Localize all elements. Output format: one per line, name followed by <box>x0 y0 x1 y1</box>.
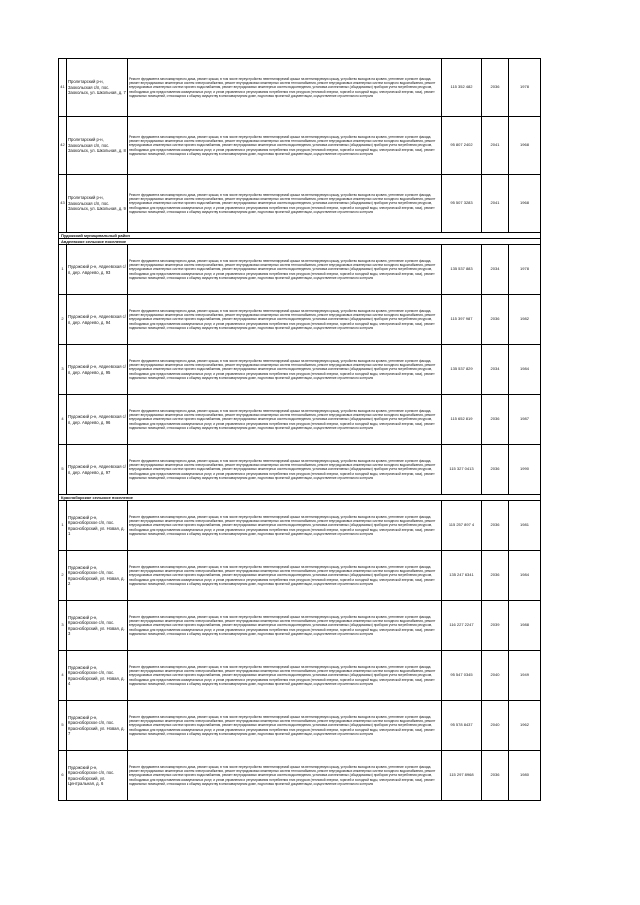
address-cell: Пудожский р-н, Авдеевская с/п, дер. Авдеево, д. 95 <box>67 345 128 395</box>
table-row <box>59 345 541 395</box>
built-year-cell: 1988 <box>509 601 541 651</box>
table-row <box>59 701 541 751</box>
address-cell: Пудожский р-н, Красноборское с/п, пос. Красноборский, ул. Новая, д. 7 <box>67 701 128 751</box>
table-row <box>59 445 541 495</box>
table-row <box>59 295 541 345</box>
works-cell: Ремонт фундамента многоквартирного дома, ремонт крыши, в том числе переустройство невентилируемой крыши на вентилируемую крышу, устройство выходов на кровлю, утепление и ремонт фасада, ремонт внутридомовых инженерных систем электроснабжения, ремонт внутридомовых инженерных систем теплоснабжения, ремонт внутридомовых инженерных систем холодного водоснабжения, ремонт внутридомовых инженерных систем горячего водоснабжения, ремонт внутридомовых инженерных систем водоотведения, установка коллективных (общедомовых) приборов учета потребления ресурсов, необходимых для предоставления коммунальных услуг, и узлов управления и регулирования потребления этих ресурсов (тепловой энергии, горячей и холодной воды, электрической энергии, газа), ремонт подвальных помещений, относящихся к общему имуществу в многоквартирном доме, подготовка проектной документации, осуществление строительного контроля <box>128 445 442 495</box>
cost-cell: 135 537 829 <box>442 345 482 395</box>
cost-cell: 135 537 883 <box>442 245 482 295</box>
works-cell: Ремонт фундамента многоквартирного дома, ремонт крыши, в том числе переустройство невентилируемой крыши на вентилируемую крышу, устройство выходов на кровлю, утепление и ремонт фасада, ремонт внутридомовых инженерных систем электроснабжения, ремонт внутридомовых инженерных систем теплоснабжения, ремонт внутридомовых инженерных систем холодного водоснабжения, ремонт внутридомовых инженерных систем горячего водоснабжения, ремонт внутридомовых инженерных систем водоотведения, установка коллективных (общедомовых) приборов учета потребления ресурсов, необходимых для предоставления коммунальных услуг, и узлов управления и регулирования потребления этих ресурсов (тепловой энергии, горячей и холодной воды, электрической энергии, газа), ремонт подвальных помещений, относящихся к общему имуществу в многоквартирном доме, подготовка проектной документации, осуществление строительного контроля <box>128 395 442 445</box>
address-cell: Пудожский р-н, Красноборское с/п, пос. Красноборский, ул. Новая, д. 2 <box>67 551 128 601</box>
works-cell: Ремонт фундамента многоквартирного дома, ремонт крыши, в том числе переустройство невентилируемой крыши на вентилируемую крышу, устройство выходов на кровлю, утепление и ремонт фасада, ремонт внутридомовых инженерных систем электроснабжения, ремонт внутридомовых инженерных систем теплоснабжения, ремонт внутридомовых инженерных систем холодного водоснабжения, ремонт внутридомовых инженерных систем горячего водоснабжения, ремонт внутридомовых инженерных систем водоотведения, установка коллективных (общедомовых) приборов учета потребления ресурсов, необходимых для предоставления коммунальных услуг, и узлов управления и регулирования потребления этих ресурсов (тепловой энергии, горячей и холодной воды, электрической энергии, газа), ремонт подвальных помещений, относящихся к общему имуществу в многоквартирном доме, подготовка проектной документации, осуществление строительного контроля <box>128 245 442 295</box>
table-row <box>59 501 541 551</box>
table-row <box>59 751 541 801</box>
works-cell: Ремонт фундамента многоквартирного дома, ремонт крыши, в том числе переустройство невентилируемой крыши на вентилируемую крышу, устройство выходов на кровлю, утепление и ремонт фасада, ремонт внутридомовых инженерных систем электроснабжения, ремонт внутридомовых инженерных систем теплоснабжения, ремонт внутридомовых инженерных систем холодного водоснабжения, ремонт внутридомовых инженерных систем горячего водоснабжения, ремонт внутридомовых инженерных систем водоотведения, установка коллективных (общедомовых) приборов учета потребления ресурсов, необходимых для предоставления коммунальных услуг, и узлов управления и регулирования потребления этих ресурсов (тепловой энергии, горячей и холодной воды, электрической энергии, газа), ремонт подвальных помещений, относящихся к общему имуществу в многоквартирном доме, подготовка проектной документации, осуществление строительного контроля <box>128 345 442 395</box>
address-cell: Пролетарский р-н, Заокольская с/п, пос. Заокольск, ул. Школьная, д. 9 <box>67 175 128 233</box>
built-year-cell: 1980 <box>509 751 541 801</box>
row-number: 2 <box>59 551 67 601</box>
built-year-cell: 1990 <box>509 445 541 495</box>
planned-year-cell: 2034 <box>482 345 509 395</box>
works-cell: Ремонт фундамента многоквартирного дома, ремонт крыши, в том числе переустройство невентилируемой крыши на вентилируемую крышу, устройство выходов на кровлю, утепление и ремонт фасада, ремонт внутридомовых инженерных систем электроснабжения, ремонт внутридомовых инженерных систем теплоснабжения, ремонт внутридомовых инженерных систем холодного водоснабжения, ремонт внутридомовых инженерных систем горячего водоснабжения, ремонт внутридомовых инженерных систем водоотведения, установка коллективных (общедомовых) приборов учета потребления ресурсов, необходимых для предоставления коммунальных услуг, и узлов управления и регулирования потребления этих ресурсов (тепловой энергии, горячей и холодной воды, электрической энергии, газа), ремонт подвальных помещений, относящихся к общему имуществу в многоквартирном доме, подготовка проектной документации, осуществление строительного контроля <box>128 295 442 345</box>
cost-cell: 115 297 8968 <box>442 751 482 801</box>
address-cell: Пролетарский р-н, Заокольская с/п, пос. Заокольск, ул. Школьная, д. 7 <box>67 59 128 117</box>
built-year-cell: 1962 <box>509 701 541 751</box>
address-cell: Пудожский р-н, Красноборское с/п, пос. Красноборский, ул. Центральная, д. 6 <box>67 751 128 801</box>
address-cell: Пудожский р-н, Красноборское с/п, пос. Красноборский, ул. Новая, д. 3 <box>67 601 128 651</box>
built-year-cell: 1968 <box>509 175 541 233</box>
row-number: 3 <box>59 345 67 395</box>
cost-cell: 95 578 8437 <box>442 701 482 751</box>
built-year-cell: 1984 <box>509 345 541 395</box>
table-row <box>59 551 541 601</box>
row-number: 4 <box>59 651 67 701</box>
table-row <box>59 601 541 651</box>
address-cell: Пудожский р-н, Авдеевская с/п, дер. Авдеево, д. 96 <box>67 395 128 445</box>
row-number: 2 <box>59 295 67 345</box>
built-year-cell: 1949 <box>509 651 541 701</box>
built-year-cell: 1984 <box>509 551 541 601</box>
table-row <box>59 117 541 175</box>
planned-year-cell: 2040 <box>482 701 509 751</box>
planned-year-cell: 2036 <box>482 295 509 345</box>
row-number: 3 <box>59 601 67 651</box>
planned-year-cell: 2036 <box>482 751 509 801</box>
row-number: 43 <box>59 175 67 233</box>
row-number: 4 <box>59 395 67 445</box>
address-cell: Пролетарский р-н, Заокольская с/п, пос. Заокольск, ул. Школьная, д. 8 <box>67 117 128 175</box>
cost-cell: 95 507 3283 <box>442 175 482 233</box>
built-year-cell: 1968 <box>509 117 541 175</box>
row-number: 1 <box>59 245 67 295</box>
cost-cell: 115 257 897 4 <box>442 501 482 551</box>
address-cell: Пудожский р-н, Красноборское с/п, пос. Красноборский, ул. Новая, д. 4 <box>67 651 128 701</box>
table-row <box>59 395 541 445</box>
table-row <box>59 175 541 233</box>
table-body <box>59 59 541 801</box>
built-year-cell: 1978 <box>509 245 541 295</box>
district-title: Пудожский муниципальный район <box>59 233 541 239</box>
address-cell: Пудожский р-н, Авдеевская с/п, дер. Авдеево, д. 93 <box>67 245 128 295</box>
cost-cell: 115 397 987 <box>442 295 482 345</box>
cost-cell: 95 807 2402 <box>442 117 482 175</box>
planned-year-cell: 2040 <box>482 651 509 701</box>
planned-year-cell: 2036 <box>482 501 509 551</box>
works-cell: Ремонт фундамента многоквартирного дома, ремонт крыши, в том числе переустройство невентилируемой крыши на вентилируемую крышу, устройство выходов на кровлю, утепление и ремонт фасада, ремонт внутридомовых инженерных систем электроснабжения, ремонт внутридомовых инженерных систем теплоснабжения, ремонт внутридомовых инженерных систем холодного водоснабжения, ремонт внутридомовых инженерных систем горячего водоснабжения, ремонт внутридомовых инженерных систем водоотведения, установка коллективных (общедомовых) приборов учета потребления ресурсов, необходимых для предоставления коммунальных услуг, и узлов управления и регулирования потребления этих ресурсов (тепловой энергии, горячей и холодной воды, электрической энергии, газа), ремонт подвальных помещений, относящихся к общему имуществу в многоквартирном доме, подготовка проектной документации, осуществление строительного контроля <box>128 501 442 551</box>
cost-cell: 95 547 0345 <box>442 651 482 701</box>
row-number: 5 <box>59 701 67 751</box>
capital-repair-table <box>58 58 541 801</box>
address-cell: Пудожский р-н, Авдеевская с/п, дер. Авдеево, д. 97 <box>67 445 128 495</box>
works-cell: Ремонт фундамента многоквартирного дома, ремонт крыши, в том числе переустройство невентилируемой крыши на вентилируемую крышу, устройство выходов на кровлю, утепление и ремонт фасада, ремонт внутридомовых инженерных систем электроснабжения, ремонт внутридомовых инженерных систем теплоснабжения, ремонт внутридомовых инженерных систем холодного водоснабжения, ремонт внутридомовых инженерных систем горячего водоснабжения, ремонт внутридомовых инженерных систем водоотведения, установка коллективных (общедомовых) приборов учета потребления ресурсов, необходимых для предоставления коммунальных услуг, и узлов управления и регулирования потребления этих ресурсов (тепловой энергии, горячей и холодной воды, электрической энергии, газа), ремонт подвальных помещений, относящихся к общему имуществу в многоквартирном доме, подготовка проектной документации, осуществление строительного контроля <box>128 601 442 651</box>
table-row <box>59 59 541 117</box>
planned-year-cell: 2041 <box>482 175 509 233</box>
built-year-cell: 1982 <box>509 295 541 345</box>
table-row <box>59 651 541 701</box>
works-cell: Ремонт фундамента многоквартирного дома, ремонт крыши, в том числе переустройство невентилируемой крыши на вентилируемую крышу, устройство выходов на кровлю, утепление и ремонт фасада, ремонт внутридомовых инженерных систем электроснабжения, ремонт внутридомовых инженерных систем теплоснабжения, ремонт внутридомовых инженерных систем холодного водоснабжения, ремонт внутридомовых инженерных систем горячего водоснабжения, ремонт внутридомовых инженерных систем водоотведения, установка коллективных (общедомовых) приборов учета потребления ресурсов, необходимых для предоставления коммунальных услуг, и узлов управления и регулирования потребления этих ресурсов (тепловой энергии, горячей и холодной воды, электрической энергии, газа), ремонт подвальных помещений, относящихся к общему имуществу в многоквартирном доме, подготовка проектной документации, осуществление строительного контроля <box>128 175 442 233</box>
cost-cell: 115 652 819 <box>442 395 482 445</box>
planned-year-cell: 2036 <box>482 395 509 445</box>
works-cell: Ремонт фундамента многоквартирного дома, ремонт крыши, в том числе переустройство невентилируемой крыши на вентилируемую крышу, устройство выходов на кровлю, утепление и ремонт фасада, ремонт внутридомовых инженерных систем электроснабжения, ремонт внутридомовых инженерных систем теплоснабжения, ремонт внутридомовых инженерных систем холодного водоснабжения, ремонт внутридомовых инженерных систем горячего водоснабжения, ремонт внутридомовых инженерных систем водоотведения, установка коллективных (общедомовых) приборов учета потребления ресурсов, необходимых для предоставления коммунальных услуг, и узлов управления и регулирования потребления этих ресурсов (тепловой энергии, горячей и холодной воды, электрической энергии, газа), ремонт подвальных помещений, относящихся к общему имуществу в многоквартирном доме, подготовка проектной документации, осуществление строительного контроля <box>128 751 442 801</box>
cost-cell: 115 327 0413 <box>442 445 482 495</box>
cost-cell: 135 247 6341 <box>442 551 482 601</box>
planned-year-cell: 2036 <box>482 445 509 495</box>
settlement-title-2: Красноборское сельское поселение <box>59 495 541 501</box>
planned-year-cell: 2036 <box>482 551 509 601</box>
row-number: 1 <box>59 501 67 551</box>
planned-year-cell: 2036 <box>482 59 509 117</box>
row-number: 41 <box>59 59 67 117</box>
row-number: 6 <box>59 751 67 801</box>
planned-year-cell: 2041 <box>482 117 509 175</box>
built-year-cell: 1978 <box>509 59 541 117</box>
cost-cell: 115 352 482 <box>442 59 482 117</box>
planned-year-cell: 2039 <box>482 601 509 651</box>
row-number: 5 <box>59 445 67 495</box>
settlement-title: Авдеевское сельское поселение <box>59 239 541 245</box>
works-cell: Ремонт фундамента многоквартирного дома, ремонт крыши, в том числе переустройство невентилируемой крыши на вентилируемую крышу, устройство выходов на кровлю, утепление и ремонт фасада, ремонт внутридомовых инженерных систем электроснабжения, ремонт внутридомовых инженерных систем теплоснабжения, ремонт внутридомовых инженерных систем холодного водоснабжения, ремонт внутридомовых инженерных систем горячего водоснабжения, ремонт внутридомовых инженерных систем водоотведения, установка коллективных (общедомовых) приборов учета потребления ресурсов, необходимых для предоставления коммунальных услуг, и узлов управления и регулирования потребления этих ресурсов (тепловой энергии, горячей и холодной воды, электрической энергии, газа), ремонт подвальных помещений, относящихся к общему имуществу в многоквартирном доме, подготовка проектной документации, осуществление строительного контроля <box>128 551 442 601</box>
planned-year-cell: 2034 <box>482 245 509 295</box>
address-cell: Пудожский р-н, Красноборское с/п, пос. Красноборский, ул. Новая, д. 1 <box>67 501 128 551</box>
works-cell: Ремонт фундамента многоквартирного дома, ремонт крыши, в том числе переустройство невентилируемой крыши на вентилируемую крышу, устройство выходов на кровлю, утепление и ремонт фасада, ремонт внутридомовых инженерных систем электроснабжения, ремонт внутридомовых инженерных систем теплоснабжения, ремонт внутридомовых инженерных систем холодного водоснабжения, ремонт внутридомовых инженерных систем горячего водоснабжения, ремонт внутридомовых инженерных систем водоотведения, установка коллективных (общедомовых) приборов учета потребления ресурсов, необходимых для предоставления коммунальных услуг, и узлов управления и регулирования потребления этих ресурсов (тепловой энергии, горячей и холодной воды, электрической энергии, газа), ремонт подвальных помещений, относящихся к общему имуществу в многоквартирном доме, подготовка проектной документации, осуществление строительного контроля <box>128 117 442 175</box>
built-year-cell: 1987 <box>509 395 541 445</box>
table-row <box>59 245 541 295</box>
address-cell: Пудожский р-н, Авдеевская с/п, дер. Авдеево, д. 94 <box>67 295 128 345</box>
works-cell: Ремонт фундамента многоквартирного дома, ремонт крыши, в том числе переустройство невентилируемой крыши на вентилируемую крышу, устройство выходов на кровлю, утепление и ремонт фасада, ремонт внутридомовых инженерных систем электроснабжения, ремонт внутридомовых инженерных систем теплоснабжения, ремонт внутридомовых инженерных систем холодного водоснабжения, ремонт внутридомовых инженерных систем горячего водоснабжения, ремонт внутридомовых инженерных систем водоотведения, установка коллективных (общедомовых) приборов учета потребления ресурсов, необходимых для предоставления коммунальных услуг, и узлов управления и регулирования потребления этих ресурсов (тепловой энергии, горячей и холодной воды, электрической энергии, газа), ремонт подвальных помещений, относящихся к общему имуществу в многоквартирном доме, подготовка проектной документации, осуществление строительного контроля <box>128 59 442 117</box>
works-cell: Ремонт фундамента многоквартирного дома, ремонт крыши, в том числе переустройство невентилируемой крыши на вентилируемую крышу, устройство выходов на кровлю, утепление и ремонт фасада, ремонт внутридомовых инженерных систем электроснабжения, ремонт внутридомовых инженерных систем теплоснабжения, ремонт внутридомовых инженерных систем холодного водоснабжения, ремонт внутридомовых инженерных систем горячего водоснабжения, ремонт внутридомовых инженерных систем водоотведения, установка коллективных (общедомовых) приборов учета потребления ресурсов, необходимых для предоставления коммунальных услуг, и узлов управления и регулирования потребления этих ресурсов (тепловой энергии, горячей и холодной воды, электрической энергии, газа), ремонт подвальных помещений, относящихся к общему имуществу в многоквартирном доме, подготовка проектной документации, осуществление строительного контроля <box>128 701 442 751</box>
cost-cell: 116 227 2247 <box>442 601 482 651</box>
built-year-cell: 1981 <box>509 501 541 551</box>
works-cell: Ремонт фундамента многоквартирного дома, ремонт крыши, в том числе переустройство невентилируемой крыши на вентилируемую крышу, устройство выходов на кровлю, утепление и ремонт фасада, ремонт внутридомовых инженерных систем электроснабжения, ремонт внутридомовых инженерных систем теплоснабжения, ремонт внутридомовых инженерных систем холодного водоснабжения, ремонт внутридомовых инженерных систем горячего водоснабжения, ремонт внутридомовых инженерных систем водоотведения, установка коллективных (общедомовых) приборов учета потребления ресурсов, необходимых для предоставления коммунальных услуг, и узлов управления и регулирования потребления этих ресурсов (тепловой энергии, горячей и холодной воды, электрической энергии, газа), ремонт подвальных помещений, относящихся к общему имуществу в многоквартирном доме, подготовка проектной документации, осуществление строительного контроля <box>128 651 442 701</box>
row-number: 42 <box>59 117 67 175</box>
